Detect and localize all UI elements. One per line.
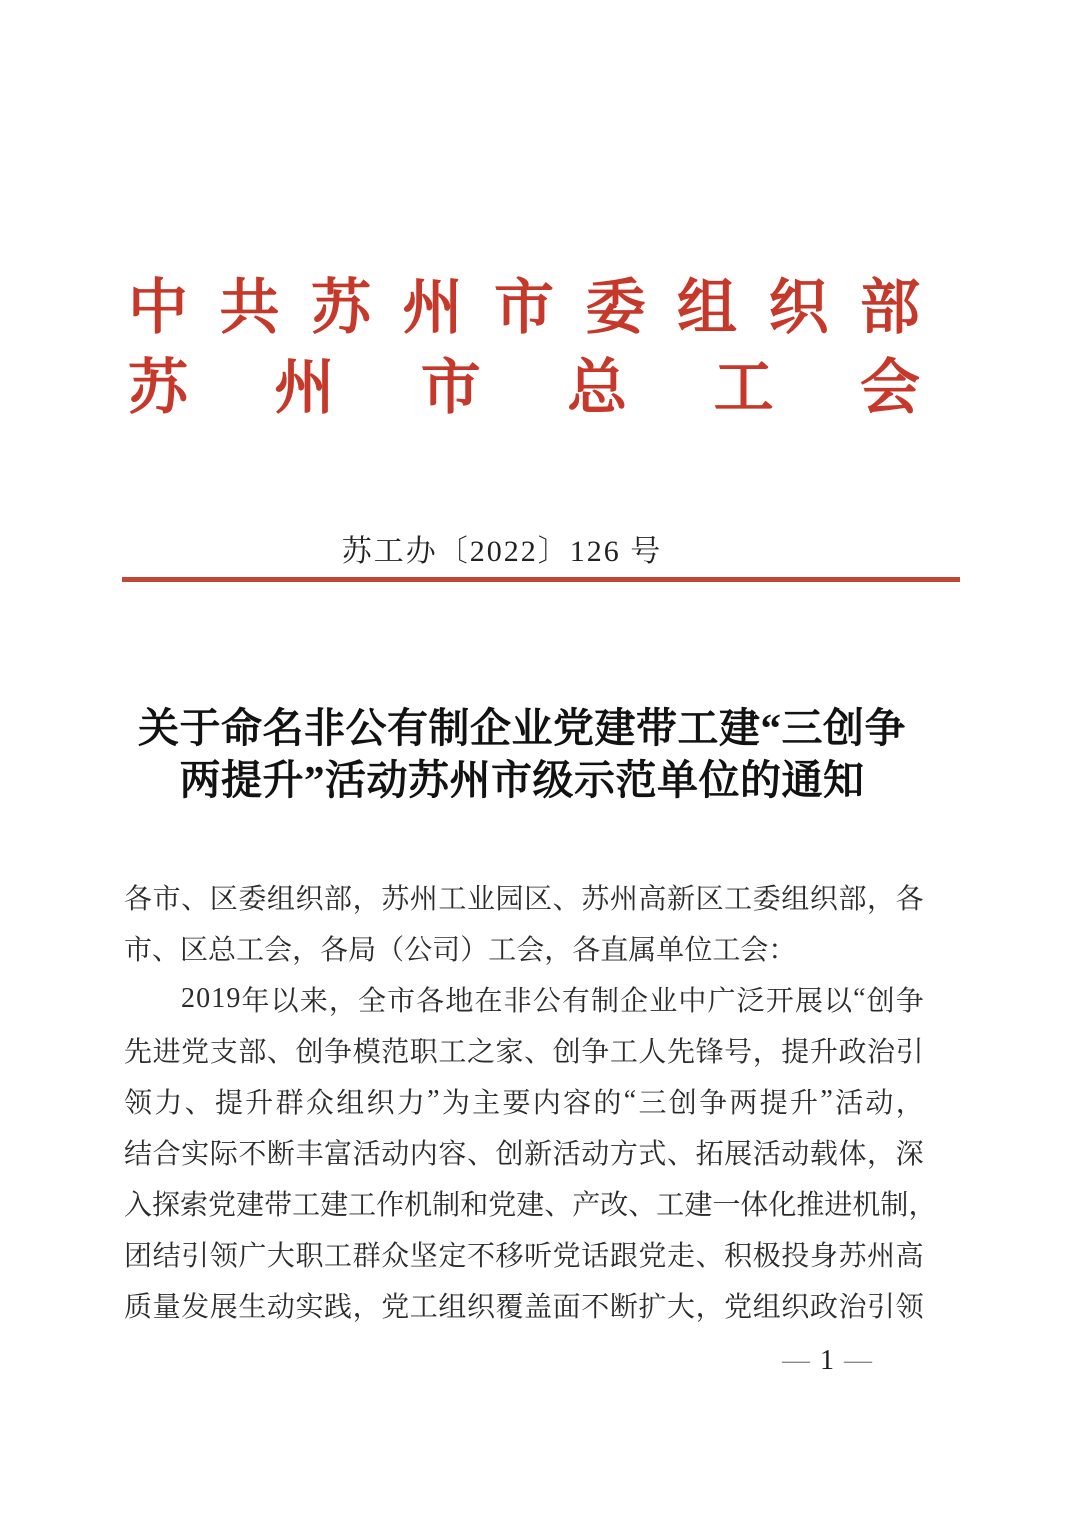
body-paragraph-line-1: 2 0 1 9 年 以 来 ， 全 市 各 地 在 非 公 有 制 企 业 中 广 泛 开 展 以 “ 创 争 — [181, 982, 924, 1017]
page-number-dash-right: — — [844, 1345, 872, 1376]
page-number — [772, 1345, 882, 1377]
issuing-org-line-2: 苏 州 市 总 工 会 — [128, 355, 920, 421]
document-number: 苏工办〔2022〕126 号 — [341, 535, 663, 568]
page-number-dash-left: — — [782, 1345, 810, 1376]
body-paragraph-line-7: 质 量 发 展 生 动 实 践 ， 党 工 组 织 覆 盖 面 不 断 扩 大 ， 党 组 织 政 治 引 领 — [124, 1291, 924, 1323]
body-paragraph-line-2: 先 进 党 支 部 、 创 争 模 范 职 工 之 家 、 创 争 工 人 先 锋 号 ， 提 升 政 治 引 — [124, 1036, 924, 1068]
salutation-line-2: 市 、 区 总 工 会 ， 各 局 （ 公 司 ） 工 会 ， 各 直 属 单 位 工 会 ： — [124, 934, 797, 966]
body-paragraph-line-5: 入 探 索 党 建 带 工 建 工 作 机 制 和 党 建 、 产 改 、 工 建 一 体 化 推 进 机 制 ， — [124, 1189, 937, 1221]
document-body — [124, 871, 937, 1330]
issuing-org-line-1: 中 共 苏 州 市 委 组 织 部 — [128, 275, 920, 341]
page-number-value: 1 — [820, 1345, 834, 1376]
red-divider-line — [122, 577, 960, 582]
document-title-line-2: 两提升”活动苏州市级示范单位的通知 — [179, 757, 865, 803]
document-title-line-1: 关于命名非公有制企业党建带工建“三创争 — [138, 705, 906, 751]
letterhead — [128, 268, 920, 428]
body-paragraph-line-4: 结 合 实 际 不 断 丰 富 活 动 内 容 、 创 新 活 动 方 式 、 拓 展 活 动 载 体 ， 深 — [124, 1138, 924, 1170]
salutation-line-1: 各 市 、 区 委 组 织 部 ， 苏 州 工 业 园 区 、 苏 州 高 新 区 工 委 组 织 部 ， 各 — [124, 883, 924, 915]
document-title — [0, 702, 1062, 806]
body-paragraph-line-3: 领 力 、 提 升 群 众 组 织 力 ” 为 主 要 内 容 的 “ 三 创 争 两 提 升 ” 活 动 ， — [124, 1084, 924, 1119]
body-paragraph-line-6: 团 结 引 领 广 大 职 工 群 众 坚 定 不 移 听 党 话 跟 党 走 、 积 极 投 身 苏 州 高 — [124, 1240, 924, 1272]
